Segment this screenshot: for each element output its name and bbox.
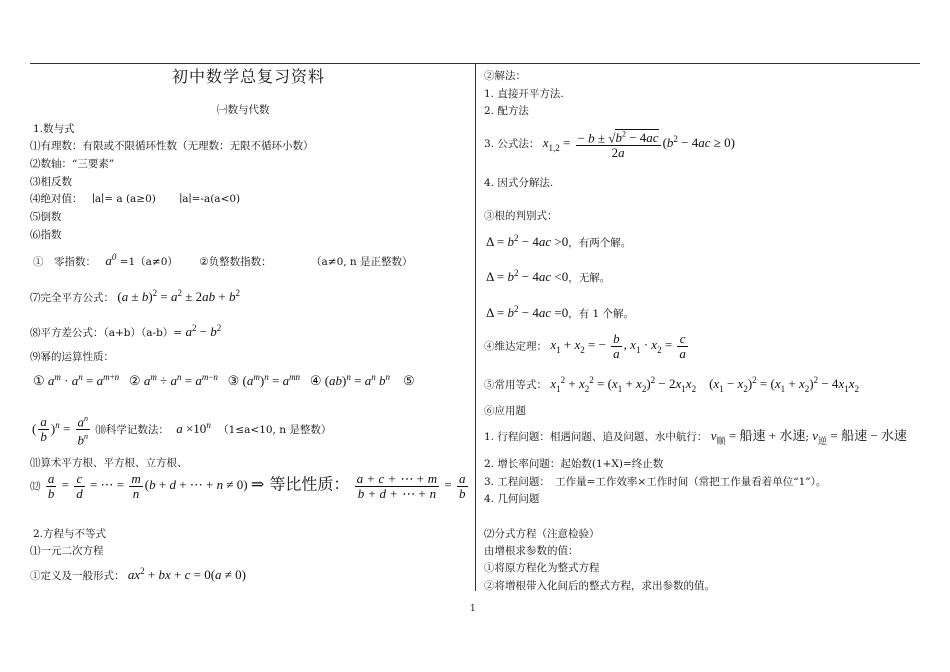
methods-heading: ②解法： <box>484 70 526 82</box>
method-formula-line <box>484 128 735 160</box>
vieta-label: ④维达定理： <box>484 340 547 353</box>
neg-exponent-label: ②负整数指数： <box>199 256 272 268</box>
column-divider <box>475 63 476 591</box>
discriminant-heading: ③根的判别式： <box>484 210 558 222</box>
downstream-var: v <box>710 428 717 443</box>
upstream-eq: = <box>830 428 838 443</box>
zero-exponent-line <box>33 254 413 269</box>
zero-exponent-cond: =1（a≠0） <box>119 256 178 268</box>
disc-positive-formula: $\Delta = b^2 - 4ac >0$ <box>486 233 569 249</box>
page-number: 1 <box>470 604 476 614</box>
power-rules-label: ⑼幂的运算性质： <box>30 351 114 363</box>
ratio-property-sum: $\frac{a + c + \cdots + m}{b + d + \cdots + n}$ = $\frac{a}{b}$ <box>356 471 466 501</box>
discriminant-negative <box>486 270 610 285</box>
document-title: 初中数学总复习资料 <box>172 67 326 86</box>
disc-negative-text: ，无解。 <box>568 272 611 284</box>
quotient-power-line <box>32 412 331 448</box>
upstream-formula: 船速 − 水速 <box>841 428 907 443</box>
roots-label: ⑾算术平方根、平方根、立方根、 <box>30 457 188 469</box>
difference-squares-line <box>30 325 221 340</box>
definition-label: ①定义及一般形式： <box>30 570 125 582</box>
discriminant-positive <box>486 235 631 250</box>
discriminant-zero <box>486 306 634 321</box>
difference-squares-label: ⑻平方差公式：（a+b）（a-b）= <box>30 327 183 339</box>
ratio-property-formula: $\frac{a}{b}$ = $\frac{c}{d}$ = ⋯ = $\frac{m}{n}$ (b + d + ⋯ + n ≠ 0) <box>47 471 251 501</box>
quadratic-general-form: $ax^2$ + bx + c = 0(a ≠ 0) <box>127 566 247 582</box>
fractional-equation-heading: ⑵分式方程（注意检验） <box>484 528 600 540</box>
disc-zero-text: ，有 1 个解。 <box>568 308 635 320</box>
downstream-formula: 船速 + 水速 <box>739 428 806 443</box>
disc-negative-formula: $\Delta = b^2 - 4ac <0$ <box>486 268 569 284</box>
geometry-problem: 4. 几何问题 <box>484 493 540 505</box>
method-factoring: 4. 因式分解法. <box>484 177 554 189</box>
method-sqrt: 1. 直接开平方法. <box>484 88 564 100</box>
item-reciprocal: ⑸倒数 <box>30 211 62 223</box>
heading-equations: 2.方程与不等式 <box>33 528 107 540</box>
application-heading: ⑥应用题 <box>484 405 526 417</box>
item-number-line: ⑵数轴：“三要素” <box>30 158 115 170</box>
common-identities-label: ⑤常用等式： <box>484 379 547 391</box>
growth-problem: 2. 增长率问题：起始数(1+X)=终止数 <box>484 458 664 470</box>
absolute-positive: ∣a∣= a (a≥0) <box>91 193 156 205</box>
scientific-notation-formula: $a \times 10^n$ <box>176 419 211 436</box>
item-quadratic: ⑴一元二次方程 <box>30 545 104 557</box>
absolute-negative: ∣a∣=-a(a<0) <box>179 193 241 205</box>
downstream-sub: 顺 <box>716 437 726 447</box>
scientific-notation-cond: （1≤a<10, n 是整数） <box>218 423 332 436</box>
method-completing-square: 2. 配方法 <box>484 105 529 117</box>
vieta-formula: $x_1 + x_2$ = − $\frac{b}{a}$ , $x_1 \cdot x_2$ = $\frac{c}{a}$ <box>550 331 686 361</box>
disc-positive-text: ，有两个解。 <box>568 237 632 249</box>
zero-exponent-formula: $a^0$ <box>105 252 117 268</box>
ratio-property-arrow: ⇒ 等比性质： <box>250 474 350 494</box>
extraneous-root-heading: 由增根求参数的值： <box>484 545 579 557</box>
square-formula: $(a \pm b)^2 = a^2 \pm 2ab + b^2$ <box>117 288 240 304</box>
vieta-line <box>484 332 690 361</box>
extraneous-step-2: ②将增根带入化间后的整式方程，求出参数的值。 <box>484 580 715 592</box>
disc-zero-formula: $\Delta = b^2 - 4ac =0$ <box>486 304 569 320</box>
quotient-power-formula: ( $\frac{a}{b}$ )$^n$ = $\frac{a^n}{b^n}$ <box>32 414 89 448</box>
absolute-label: ⑷绝对值： <box>30 193 83 205</box>
square-formula-label: ⑺完全平方公式： <box>30 292 114 304</box>
upstream-sub: 逆 <box>818 437 828 447</box>
travel-problem-label: 1. 行程问题：相遇问题、追及问题、水中航行： <box>484 431 708 443</box>
item-rational: ⑴有理数：有限或不限循环性数（无理数：无限不循环小数） <box>30 140 314 152</box>
common-identities-formula: $x_1^2 + x_2^2 = (x_1 + x_2)^2 - 2x_1x_2$ $(x_1 - x_2)^2 = (x_1 + x_2)^2 - 4x_1x_2$ <box>550 375 859 394</box>
scientific-notation-label: ⑽科学记数法： <box>95 423 169 436</box>
zero-exponent-label: ① 零指数： <box>33 256 96 268</box>
common-identities-line <box>484 377 859 392</box>
quadratic-formula: $x_{1,2}$ = $\frac{- b \pm √b^2 - 4ac}{2a}$ $(b^2 - 4ac \ge 0)$ <box>542 130 736 161</box>
item-absolute <box>30 192 240 206</box>
downstream-eq: = <box>728 428 737 443</box>
difference-squares-formula: $a^2 - b^2$ <box>185 323 222 339</box>
square-formula-line <box>30 290 240 305</box>
item-exponent: ⑹指数 <box>30 229 62 241</box>
extraneous-step-1: ①将原方程化为整式方程 <box>484 562 600 574</box>
method-formula-label: 3. 公式法： <box>484 138 540 151</box>
work-problem: 3. 工程问题： 工作量=工作效率×工作时间（常把工作量看着单位“1”）。 <box>484 476 827 488</box>
ratio-property-line <box>30 472 470 501</box>
neg-exponent-cond: （a≠0, n 是正整数） <box>311 256 413 268</box>
definition-line <box>30 568 246 583</box>
upstream-var: v <box>812 428 819 443</box>
section-heading: ㈠数与代数 <box>217 104 270 116</box>
heading-numbers: 1.数与式 <box>33 123 75 135</box>
travel-problem-line: 1. 行程问题：相遇问题、追及问题、水中航行： v顺 = 船速 + 水速; v逆 = 船速 − 水速 <box>484 428 907 447</box>
item-opposite: ⑶相反数 <box>30 176 72 188</box>
power-rules-formulas: ① $a^m \cdot a^n = a^{m+n}$ ② $a^m \div a^n = a^{m-n}$ ③ $(a^m)^n = a^{mn}$ ④ $(ab)^n = a^n$ $b^n$ ⑤ <box>33 372 415 388</box>
ratio-property-label: ⑿ <box>30 480 41 493</box>
